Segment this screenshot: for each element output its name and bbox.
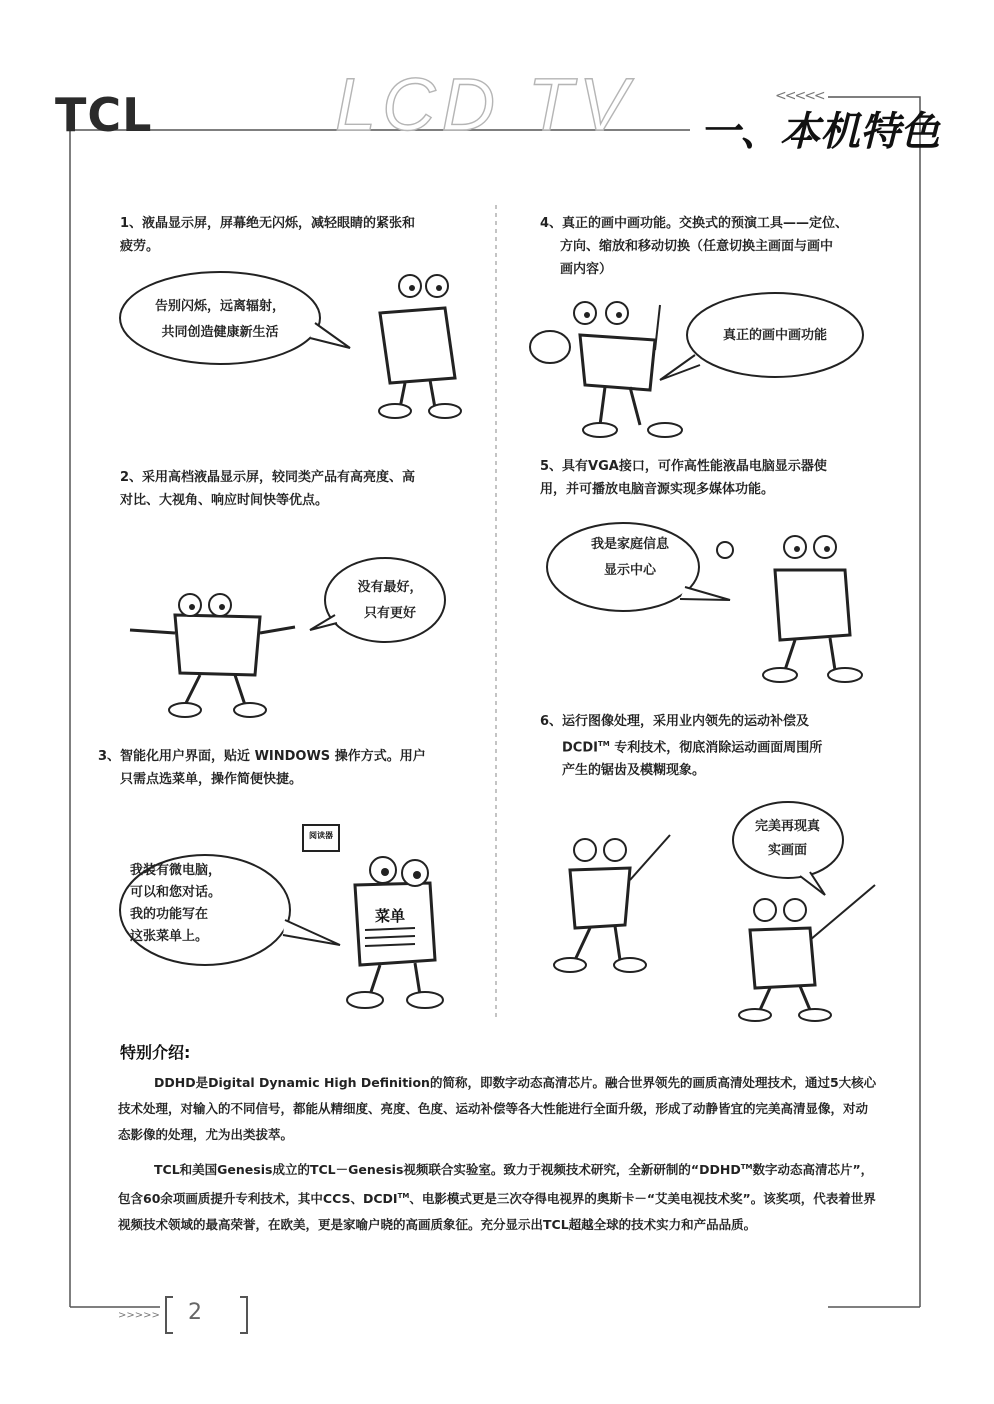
section-title: 一、本机特色 (700, 109, 940, 155)
feature-3-text: 3、智能化用户界面，贴近 WINDOWS 操作方式。用户 只需点选菜单，操作简便快捷。 (98, 749, 426, 787)
intro-paragraph-2: TCL和美国Genesis成立的TCL－Genesis视频联合实验室。致力于视频技术研究，全新研制的“DDHD™数字动态高清芯片”，包含60余项画质提升专利技术，其中CCS、DCDI™、电影模式更是三次夺得电视界的奥斯卡－“艾美电视技术奖”。该奖项，代表着世界视频技术领域的最高荣誉，在欧美，更是家喻户晓的高画质象征。充分显示出TCL超越全球的技术实力和产品品质。 (118, 1162, 876, 1233)
chevron-decoration-icon: <<<<< (775, 88, 824, 104)
intro-paragraph-1: DDHD是Digital Dynamic High Definition的简称，即数字动态高清芯片。融合世界领先的画质高清处理技术，通过5大核心技术处理，对输入的不同信号，都能从精细度、亮度、色度、运动补偿等各大性能进行全面升级，形成了动静皆宜的完美高清显像，对动态影像的处理，尤为出类拔萃。 (118, 1075, 877, 1142)
feature-5-speech: 我是家庭信息 显示中心 (590, 537, 669, 578)
feature-3-screen-label: 菜单 (375, 907, 406, 925)
feature-1-speech: 告别闪烁，远离辐射， 共同创造健康新生活 (154, 299, 285, 340)
feature-3-speech: 我装有微电脑， 可以和您对话。 我的功能写在 这张菜单上。 (130, 863, 222, 944)
feature-2-speech: 没有最好， 只有更好 (357, 580, 423, 621)
feature-3-card-label: 阅读器 (309, 831, 333, 840)
page-number: 2 (188, 1300, 212, 1325)
intro-heading: 特别介绍: (120, 1043, 191, 1062)
feature-6-text: 6、运行图像处理，采用业内领先的运动补偿及 DCDI™ 专利技术，彻底消除运动画面周围所 产生的锯齿及模糊现象。 (540, 714, 823, 779)
feature-4-text: 4、真正的画中画功能。交换式的预演工具——定位、 方向、缩放和移动切换（任意切换主画面与画中 画内容） (540, 216, 849, 277)
feature-6-speech: 完美再现真 实画面 (754, 819, 820, 858)
feature-4-illustration (525, 285, 900, 445)
feature-6-illustration (520, 800, 900, 1025)
feature-1-text: 1、液晶显示屏，屏幕绝无闪烁，减轻眼睛的紧张和 疲劳。 (120, 216, 416, 254)
footer-chevron-icon: >>>>> (118, 1310, 160, 1321)
feature-4-speech: 真正的画中画功能 (722, 328, 827, 343)
feature-2-text: 2、采用高档液晶显示屏，较同类产品有高亮度、高 对比、大视角、响应时间快等优点。 (120, 470, 416, 508)
brand-logo: TCL (55, 88, 153, 142)
feature-5-text: 5、具有VGA接口，可作高性能液晶电脑显示器使 用，并可播放电脑音源实现多媒体功能。 (540, 459, 827, 497)
product-watermark: LCD TV (335, 63, 635, 146)
